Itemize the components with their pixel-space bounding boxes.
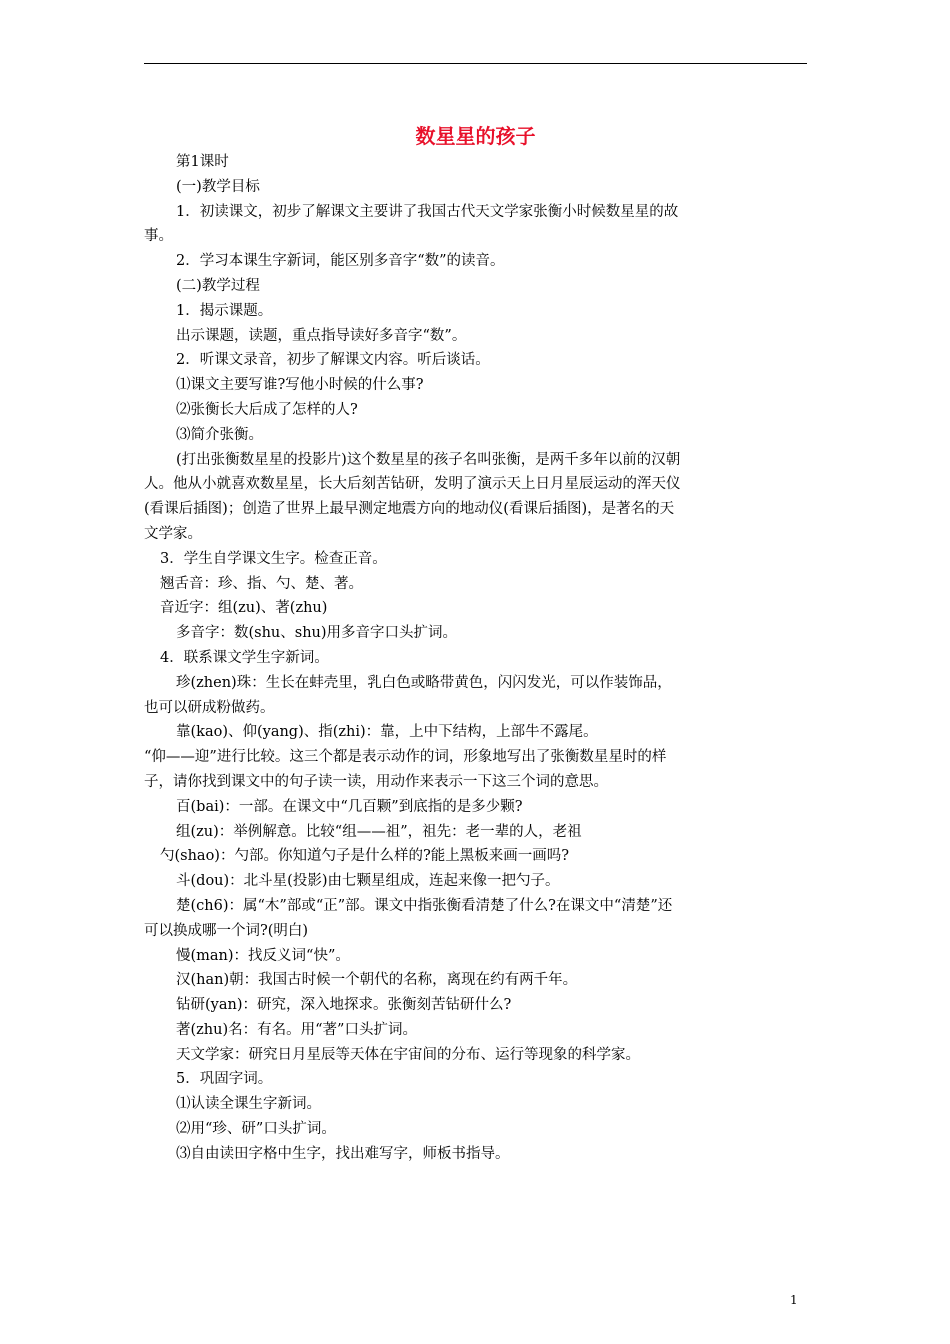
paragraph: ⑴认读全课生字新词。 xyxy=(176,1096,321,1113)
paragraph: 音近字：组(zu)、著(zhu) xyxy=(160,600,328,617)
paragraph: 5．巩固字词。 xyxy=(176,1071,273,1088)
paragraph: 翘舌音：珍、指、勺、楚、著。 xyxy=(160,575,363,592)
paragraph: 斗(dou)：北斗星(投影)由七颗星组成，连起来像一把勺子。 xyxy=(176,873,560,890)
paragraph: 2．学习本课生字新词，能区别多音字“数”的读音。 xyxy=(176,253,505,270)
paragraph: 出示课题，读题，重点指导读好多音字“数”。 xyxy=(176,327,467,344)
paragraph: 第1课时 xyxy=(176,154,229,170)
paragraph: 天文学家：研究日月星辰等天体在宇宙间的分布、运行等现象的科学家。 xyxy=(176,1046,640,1063)
paragraph: 2．听课文录音，初步了解课文内容。听后谈话。 xyxy=(176,352,490,369)
paragraph: (二)教学过程 xyxy=(176,277,260,294)
paragraph: 著(zhu)名：有名。用“著”口头扩词。 xyxy=(176,1021,417,1038)
page-number: 1 xyxy=(790,1293,798,1307)
paragraph: 多音字：数(shu、shu)用多音字口头扩词。 xyxy=(176,625,458,642)
paragraph: ⑶自由读田字格中生字，找出难写字，师板书指导。 xyxy=(176,1145,510,1162)
paragraph: “仰——迎”进行比较。这三个都是表示动作的词，形象地写出了张衡数星星时的样子，请你找到课文中的句子读一读，用动作来表示一下这三个词的意思。 xyxy=(144,749,667,790)
paragraph: 珍(zhen)珠：生长在蚌壳里，乳白色或略带黄色，闪闪发光，可以作装饰品，也可以研成粉做药。 xyxy=(144,674,672,716)
header-rule xyxy=(144,63,807,64)
paragraph: 3．学生自学课文生字。检查正音。 xyxy=(160,550,387,567)
paragraph: 组(zu)：举例解意。比较“组——祖”，祖先：老一辈的人，老祖 xyxy=(176,823,582,840)
paragraph: 1．初读课文，初步了解课文主要讲了我国古代天文学家张衡小时候数星星的故事。 xyxy=(144,203,679,245)
paragraph: 勺(shao)：勺部。你知道勺子是什么样的?能上黑板来画一画吗? xyxy=(160,848,570,865)
paragraph: 1．揭示课题。 xyxy=(176,302,273,319)
document-body xyxy=(144,150,684,1167)
paragraph: (一)教学目标 xyxy=(176,178,260,195)
paragraph: 百(bai)：一部。在课文中“几百颗”到底指的是多少颗? xyxy=(176,798,523,815)
paragraph: (打出张衡数星星的投影片)这个数星星的孩子名叫张衡，是两千多年以前的汉朝人。他从小就喜欢数星星，长大后刻苦钻研，发明了演示天上日月星辰运动的浑天仪(看课后插图)；创造了世界上最早测定地震方向的地动仪(看课后插图)，是著名的天文学家。 xyxy=(144,451,681,542)
paragraph: ⑶简介张衡。 xyxy=(176,426,263,443)
paragraph: 慢(man)：找反义词“快”。 xyxy=(176,947,350,964)
paragraph: 4．联系课文学生字新词。 xyxy=(160,649,329,666)
paragraph: 钻研(yan)：研究，深入地探求。张衡刻苦钻研什么? xyxy=(176,997,512,1014)
paragraph: 靠(kao)、仰(yang)、指(zhi)：靠，上中下结构，上部牛不露尾。 xyxy=(176,724,598,741)
paragraph: 汉(han)朝：我国古时候一个朝代的名称，离现在约有两千年。 xyxy=(176,972,578,989)
document-title: 数星星的孩子 xyxy=(415,124,536,148)
paragraph: ⑵用“珍、研”口头扩词。 xyxy=(176,1121,336,1138)
paragraph: ⑵张衡长大后成了怎样的人? xyxy=(176,401,358,418)
paragraph: ⑴课文主要写谁?写他小时候的什么事? xyxy=(176,377,424,394)
paragraph: 楚(ch6)：属“木”部或“正”部。课文中指张衡看清楚了什么?在课文中“清楚”还可以换成哪一个词?(明白) xyxy=(144,897,673,939)
